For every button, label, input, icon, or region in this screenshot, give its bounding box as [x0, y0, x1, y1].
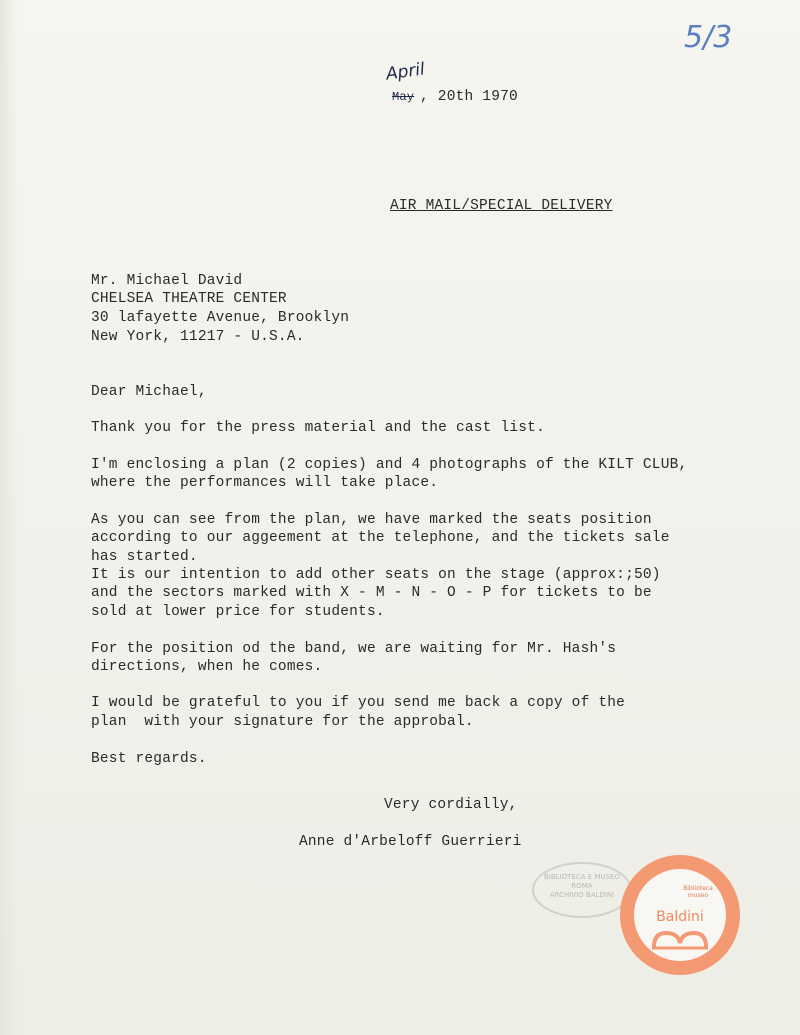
letter-date: , 20th 1970: [420, 89, 518, 105]
salutation: Dear Michael,: [91, 384, 207, 400]
address-line: Mr. Michael David: [91, 273, 243, 289]
body-line: directions, when he comes.: [91, 659, 323, 675]
signature-name: Anne d'Arbeloff Guerrieri: [299, 834, 522, 850]
body-line: As you can see from the plan, we have marked the seats position: [91, 512, 652, 528]
body-line: It is our intention to add other seats on the stage (approx:;50): [91, 567, 661, 583]
body-line: sold at lower price for students.: [91, 604, 385, 620]
body-line: according to our aggeement at the telephone, and the tickets sale: [91, 530, 670, 546]
body-line: has started.: [91, 549, 198, 565]
stamp-text: BIBLIOTECA E MUSEO: [544, 873, 620, 881]
body-line: I'm enclosing a plan (2 copies) and 4 photographs of the KILT CLUB,: [91, 457, 688, 473]
body-line: I would be grateful to you if you send me back a copy of the: [91, 695, 626, 711]
stamp-text: ROMA: [571, 882, 593, 890]
delivery-method: AIR MAIL/SPECIAL DELIVERY: [390, 198, 613, 214]
body-line: plan with your signature for the approbal.: [91, 714, 474, 730]
book-icon: [650, 929, 710, 951]
archive-stamp: [532, 862, 632, 918]
address-line: 30 lafayette Avenue, Brooklyn: [91, 310, 350, 326]
logo-small-text: Biblioteca museo: [683, 885, 713, 899]
archive-annotation: 5/3: [684, 20, 733, 55]
baldini-logo: [620, 855, 740, 975]
logo-name: Baldini: [656, 909, 704, 925]
address-line: CHELSEA THEATRE CENTER: [91, 291, 287, 307]
body-line: and the sectors marked with X - M - N - O - P for tickets to be: [91, 585, 652, 601]
body-line: For the position od the band, we are waiting for Mr. Hash's: [91, 641, 617, 657]
address-line: New York, 11217 - U.S.A.: [91, 329, 305, 345]
date-handwritten-month: April: [384, 59, 427, 85]
stamp-text: ARCHIVIO BALDINI: [549, 891, 615, 899]
body-line: Thank you for the press material and the cast list.: [91, 420, 545, 436]
date-struck-text: May: [392, 90, 415, 104]
paper-fold-shadow: [0, 0, 18, 1035]
valediction: Very cordially,: [384, 797, 518, 813]
closing: Best regards.: [91, 751, 207, 767]
body-line: where the performances will take place.: [91, 475, 439, 491]
